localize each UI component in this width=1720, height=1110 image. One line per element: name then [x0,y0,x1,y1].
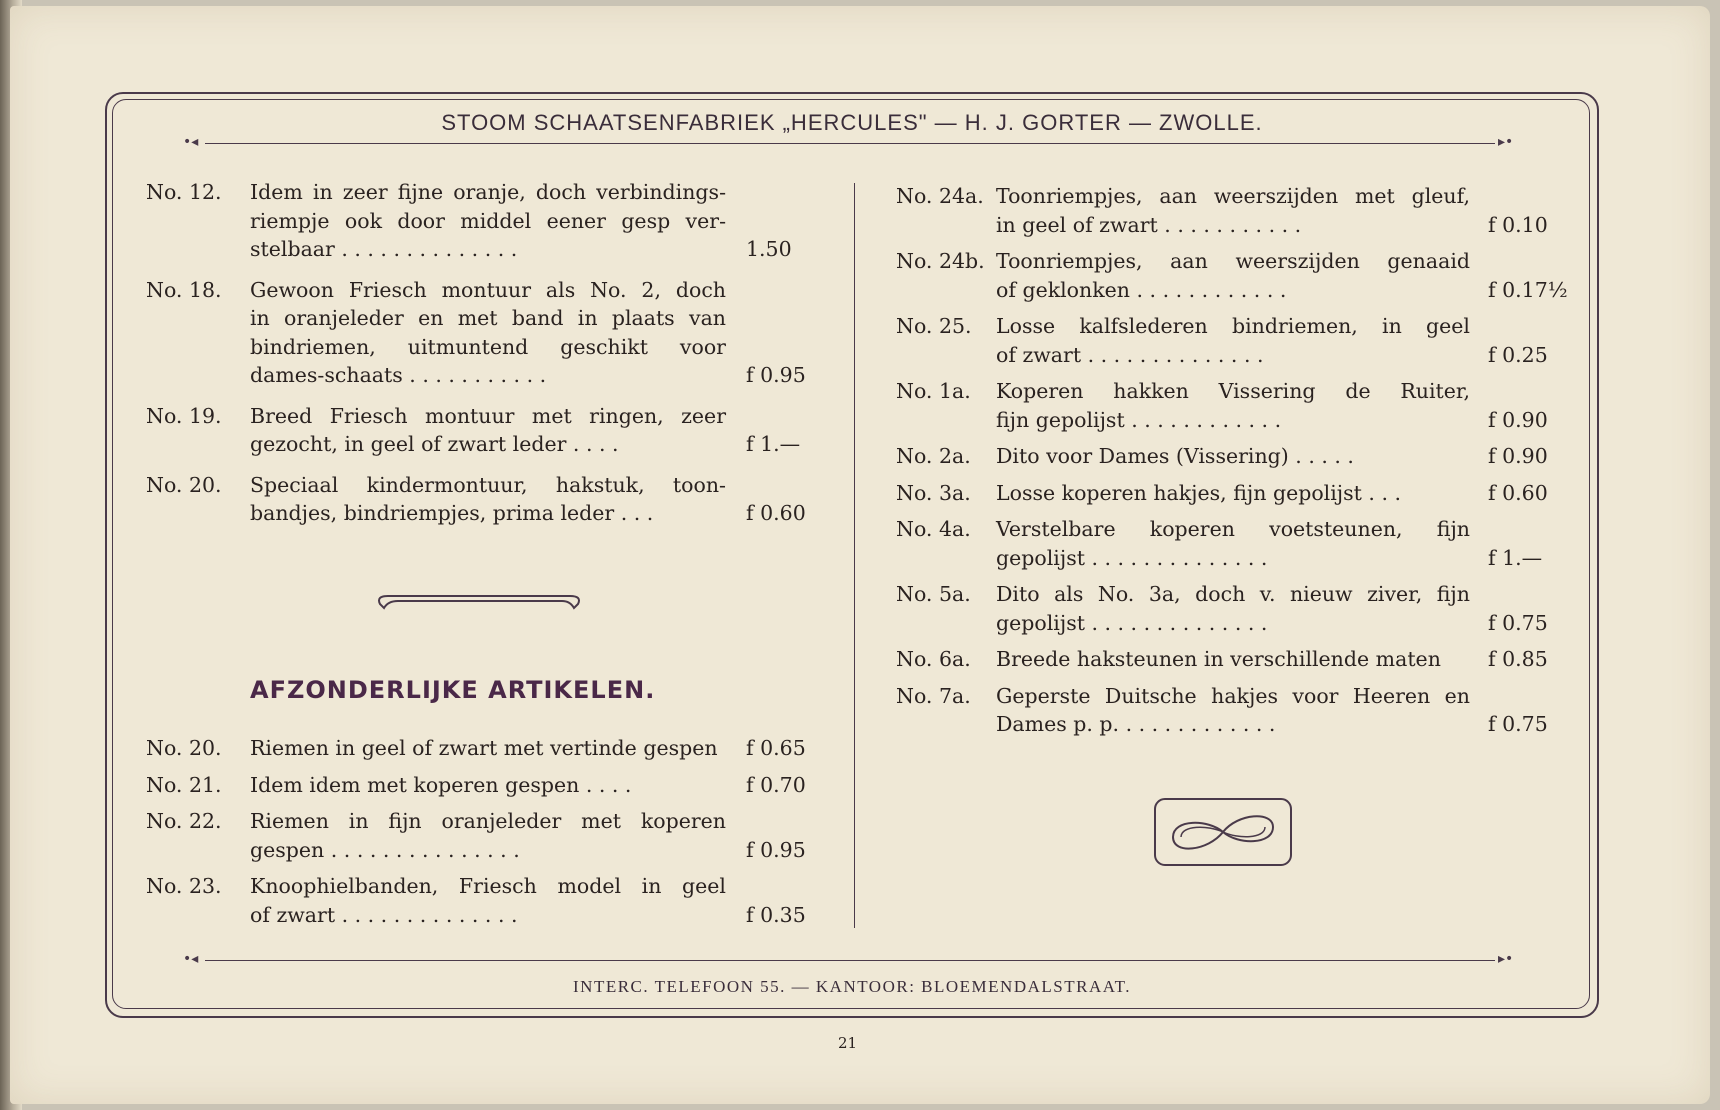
catalog-entry [146,402,826,459]
entry-description-line: Gewoon Friesch montuur als No. 2, doch [250,277,726,302]
entry-price: 1.50 [746,237,792,261]
entry-number: No. 3a. [896,480,971,505]
entry-number: No. 22. [146,809,222,833]
entry-number: No. 20. [146,736,222,760]
entry-price: f 0.10 [1488,212,1548,237]
divider-ornament [370,590,590,612]
right-arrow-icon-footer: ▸• [1498,951,1514,967]
entry-description-line: of zwart . . . . . . . . . . . . . . [250,902,518,927]
entry-description-line: Dames p. p. . . . . . . . . . . . . [996,712,1276,736]
page-number: 21 [838,1034,858,1052]
entry-description-line: Verstelbare koperen voetsteunen, fijn [996,517,1470,541]
entry-number: No. 21. [146,772,222,797]
left-arrow-icon: •◂ [183,134,199,150]
entry-description-line: Toonriempjes, aan weerszijden genaaid [996,249,1470,273]
entry-price: f 0.17½ [1488,277,1568,302]
catalog-entry [896,442,1576,471]
entry-price: f 0.95 [746,363,806,387]
entry-description-line: in oranjeleder en met band in plaats van [250,306,726,330]
right-arrow-icon: ▸• [1498,134,1514,150]
entry-number: No. 5a. [896,582,971,606]
page-footer: INTERC. TELEFOON 55. — KANTOOR: BLOEMENDALSTRAAT. [573,977,1131,996]
catalog-entry [146,872,826,929]
entry-description-line: bandjes, bindriempjes, prima leder . . . [250,501,654,525]
entry-description-line: Idem in zeer fijne oranje, doch verbindings- [250,180,726,204]
entry-description-line: gezocht, in geel of zwart leder . . . . [250,432,619,456]
left-arrow-icon-footer: •◂ [183,951,199,967]
column-divider [854,183,855,928]
catalog-entry [146,807,826,864]
entry-description-line: fijn gepolijst . . . . . . . . . . . . [996,407,1282,432]
entry-price: f 0.60 [746,501,806,525]
catalog-entry [146,276,826,390]
entry-number: No. 18. [146,277,222,302]
catalog-entry [896,580,1576,637]
entry-price: f 0.85 [1488,647,1548,671]
entry-description-line: in geel of zwart . . . . . . . . . . . [996,212,1302,237]
section-title: AFZONDERLIJKE ARTIKELEN. [250,676,656,704]
catalog-entry [896,247,1576,304]
entry-description-line: Losse koperen hakjes, fijn gepolijst . . . [996,480,1401,505]
entry-description-line: Riemen in fijn oranjeleder met koperen [250,809,726,833]
entry-description-line: Dito voor Dames (Vissering) . . . . . [996,444,1354,468]
entry-description-line: riempje ook door middel eener gesp ver- [250,208,726,233]
catalog-entry [146,178,826,264]
catalog-entry [896,479,1576,508]
entry-description-line: Koperen hakken Vissering de Ruiter, [996,379,1470,403]
entry-number: No. 7a. [896,683,971,708]
entry-number: No. 20. [146,472,222,497]
entry-price: f 0.25 [1488,342,1548,367]
entry-price: f 1.— [746,432,801,456]
entry-description-line: Speciaal kindermontuur, hakstuk, toon- [250,472,726,497]
entry-number: No. 6a. [896,647,971,671]
entry-price: f 0.65 [746,736,806,760]
entry-number: No. 12. [146,180,222,204]
entry-description-line: Breede haksteunen in verschillende maten [996,647,1441,671]
entry-description-line: Toonriempjes, aan weerszijden met gleuf, [996,184,1470,208]
entry-description-line: Breed Friesch montuur met ringen, zeer [250,403,726,428]
entry-price: f 0.90 [1488,444,1548,468]
header-rule [205,143,1495,144]
catalog-entry [896,377,1576,434]
catalog-entry [146,734,826,763]
entry-description-line: Losse kalfslederen bindriemen, in geel [996,314,1470,338]
entry-price: f 0.60 [1488,480,1548,505]
entry-description-line: Dito als No. 3a, doch v. nieuw ziver, fijn [996,582,1470,606]
entry-number: No. 25. [896,314,972,338]
entry-number: No. 1a. [896,379,971,403]
entry-description-line: of zwart . . . . . . . . . . . . . . [996,342,1264,367]
entry-price: f 0.95 [746,837,806,862]
entry-description-line: gepolijst . . . . . . . . . . . . . . [996,610,1268,635]
entry-number: No. 24a. [896,184,984,208]
entry-description-line: of geklonken . . . . . . . . . . . . [996,277,1287,302]
catalog-entry [146,471,826,528]
knot-ornament [1153,797,1293,867]
entry-price: f 0.35 [746,902,806,927]
catalog-entry [146,771,826,800]
entry-price: f 1.— [1488,545,1543,570]
entry-description-line: stelbaar . . . . . . . . . . . . . . [250,237,518,261]
footer-rule [205,960,1495,961]
entry-description-line: Riemen in geel of zwart met vertinde gespen [250,736,718,760]
entry-number: No. 19. [146,403,222,428]
entry-number: No. 23. [146,874,222,898]
catalog-entry [896,682,1576,739]
entry-description-line: dames-schaats . . . . . . . . . . . [250,363,547,387]
page-header: STOOM SCHAATSENFABRIEK „HERCULES" — H. J. GORTER — ZWOLLE. [441,110,1263,135]
entry-description-line: bindriemen, uitmuntend geschikt voor [250,334,726,359]
entry-price: f 0.75 [1488,712,1548,736]
entry-number: No. 4a. [896,517,971,541]
catalog-entry [896,312,1576,369]
catalog-entry [896,182,1576,239]
entry-description-line: Geperste Duitsche hakjes voor Heeren en [996,683,1470,708]
catalog-entry [896,515,1576,572]
entry-description-line: gepolijst . . . . . . . . . . . . . . [996,545,1268,570]
entry-price: f 0.90 [1488,407,1548,432]
entry-number: No. 2a. [896,444,971,468]
entry-description-line: Knoophielbanden, Friesch model in geel [250,874,726,898]
entry-price: f 0.75 [1488,610,1548,635]
entry-description-line: Idem idem met koperen gespen . . . . [250,772,632,797]
entry-price: f 0.70 [746,772,806,797]
catalog-entry [896,645,1576,674]
entry-number: No. 24b. [896,249,985,273]
entry-description-line: gespen . . . . . . . . . . . . . . . [250,837,520,862]
